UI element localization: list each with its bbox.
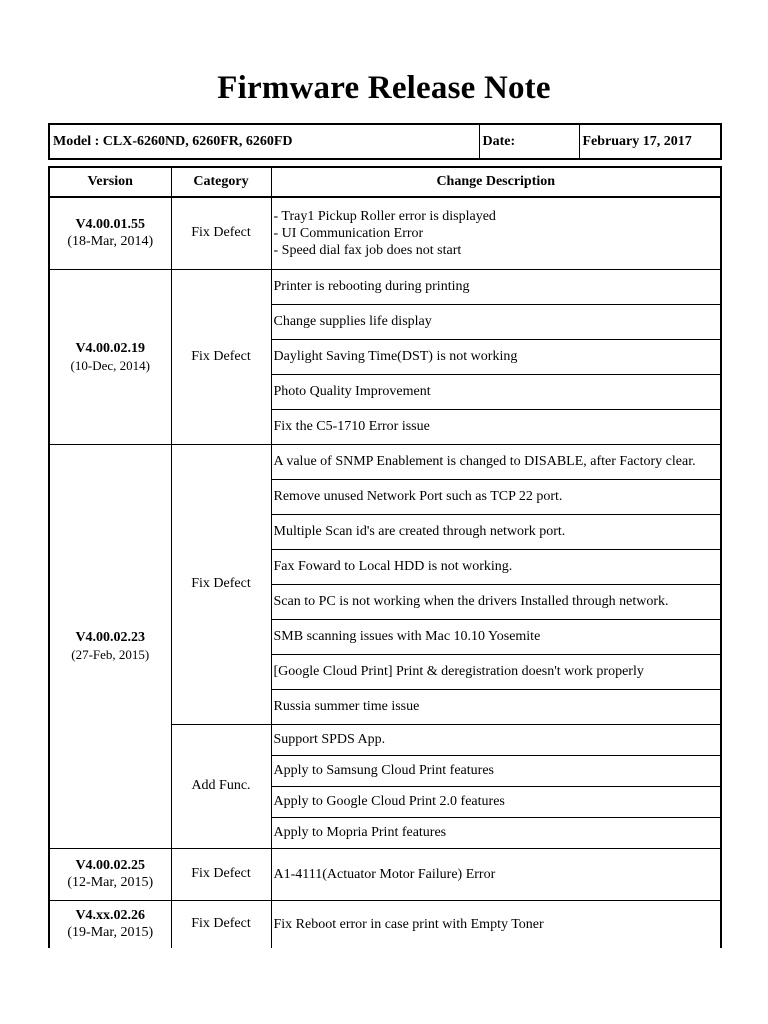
table-row: [49, 848, 721, 900]
version-number: V4.00.02.23: [75, 630, 146, 645]
version-date: (10-Dec, 2014): [70, 357, 150, 373]
version-date: (19-Mar, 2015): [67, 925, 154, 941]
version-date: (27-Feb, 2015): [71, 647, 150, 662]
description-cell: Apply to Mopria Print features: [271, 817, 721, 848]
description-cell: Multiple Scan id's are created through network port.: [271, 514, 721, 549]
description-cell: Fix Reboot error in case print with Empty Toner: [271, 900, 721, 948]
version-number: V4.00.01.55: [75, 217, 146, 233]
description-line: - Tray1 Pickup Roller error is displayed: [273, 208, 496, 224]
version-cell: [49, 197, 171, 269]
header-description: Change Description: [271, 167, 721, 197]
description-cell: [Google Cloud Print] Print & deregistration doesn't work properly: [271, 654, 721, 689]
description-cell: SMB scanning issues with Mac 10.10 Yosemite: [271, 619, 721, 654]
description-cell: Photo Quality Improvement: [271, 374, 721, 409]
description-line: - UI Communication Error: [273, 225, 424, 241]
description-cell: A1-4111(Actuator Motor Failure) Error: [271, 848, 721, 900]
date-value: February 17, 2017: [579, 124, 721, 159]
description-cell: Support SPDS App.: [271, 724, 721, 755]
category-cell: Fix Defect: [171, 900, 271, 948]
description-cell: [271, 197, 721, 269]
page-title: Firmware Release Note: [217, 70, 551, 106]
table-row: [49, 444, 721, 479]
version-number: V4.00.02.25: [75, 858, 146, 873]
description-line: - Speed dial fax job does not start: [273, 242, 462, 258]
description-cell: Printer is rebooting during printing: [271, 269, 721, 304]
version-number: V4.00.02.19: [75, 340, 146, 356]
version-date: (18-Mar, 2014): [67, 234, 154, 250]
category-cell: Fix Defect: [171, 848, 271, 900]
info-row: [49, 124, 721, 159]
description-cell: Russia summer time issue: [271, 689, 721, 724]
description-cell: A value of SNMP Enablement is changed to DISABLE, after Factory clear.: [271, 444, 721, 479]
version-cell: [49, 848, 171, 900]
version-cell: [49, 269, 171, 444]
header-version: Version: [49, 167, 171, 197]
category-cell: Fix Defect: [171, 444, 271, 724]
version-cell: [49, 900, 171, 948]
table-row: [49, 900, 721, 948]
info-table: [48, 123, 722, 160]
table-row: [49, 197, 721, 269]
description-cell: Scan to PC is not working when the drivers Installed through network.: [271, 584, 721, 619]
version-number: V4.xx.02.26: [75, 908, 146, 924]
description-cell: Apply to Google Cloud Print 2.0 features: [271, 786, 721, 817]
description-cell: Fix the C5-1710 Error issue: [271, 409, 721, 444]
header-row: [49, 167, 721, 197]
release-table: [48, 166, 722, 948]
category-cell: Fix Defect: [171, 269, 271, 444]
model-cell: Model : CLX-6260ND, 6260FR, 6260FD: [49, 124, 479, 159]
category-cell: Add Func.: [171, 724, 271, 848]
version-date: (12-Mar, 2015): [67, 875, 154, 890]
description-cell: Fax Foward to Local HDD is not working.: [271, 549, 721, 584]
header-category: Category: [171, 167, 271, 197]
table-row: [49, 269, 721, 304]
date-label: Date:: [479, 124, 579, 159]
description-cell: Apply to Samsung Cloud Print features: [271, 755, 721, 786]
description-cell: Change supplies life display: [271, 304, 721, 339]
category-cell: Fix Defect: [171, 197, 271, 269]
version-cell: [49, 444, 171, 848]
description-cell: Remove unused Network Port such as TCP 22 port.: [271, 479, 721, 514]
description-cell: Daylight Saving Time(DST) is not working: [271, 339, 721, 374]
